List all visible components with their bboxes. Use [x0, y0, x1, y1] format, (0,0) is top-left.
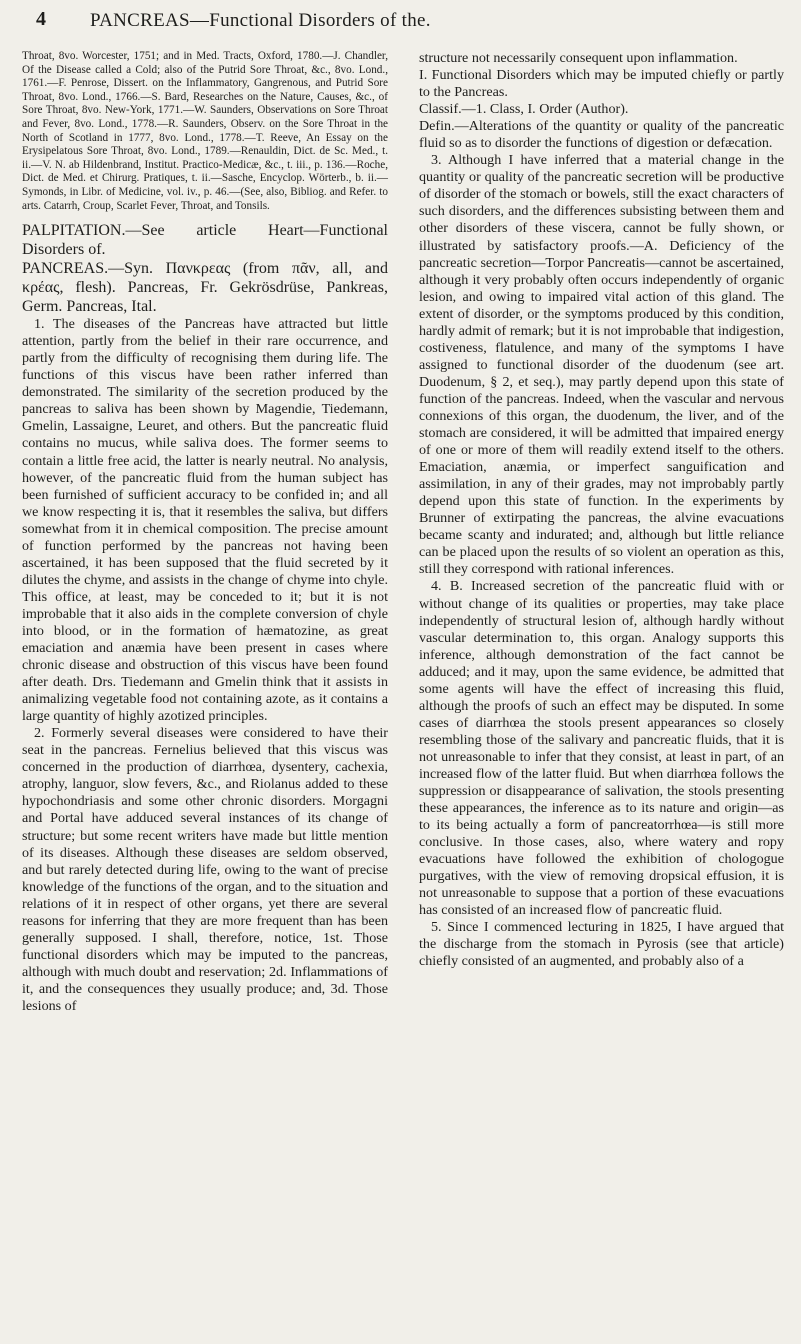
- right-column: [419, 50, 784, 971]
- pancreas-paragraph-2: 2. Formerly several diseases were considered to have their seat in the pancreas. Fernelius believed that this viscus was concerned in the production of diarrhœa, dysentery, cachexia, atrophy, languor, slow fevers, &c., and Riolanus added to these hypochondriasis and some other chronic disorders. Morgagni and Portal have adduced several instances of its change of structure; but some recent writers have made but little mention of its diseases. Although these diseases are seldom observed, and but rarely detected during life, owing to the want of precise knowledge of the functions of the organ, and to the situation and relations of it in respect of other organs, yet there are several reasons for inferring that they are more frequent than has been generally supposed. I shall, therefore, notice, 1st. Those functional disorders which may be imputed to the pancreas, although with much doubt and reservation; 2d. Inflammations of it, and the consequences they usually produce; and, 3d. Those lesions of: [22, 725, 388, 1014]
- pancreas-paragraph-1: 1. The diseases of the Pancreas have attracted but little attention, partly from the belief in their rare occurrence, and partly from the difficulty of recognising them during life. The functions of this viscus have been rather inferred than demonstrated. The similarity of the secretion produced by the pancreas to saliva has been shown by Magendie, Tiedemann, Gmelin, Lassaigne, Leuret, and others. But the pancreatic fluid contains no mucus, while saliva does. The former seems to contain a little free acid, the latter is nearly neutral. No analysis, however, of the pancreatic fluid from the human subject has been furnished of sufficient accuracy to be confided in; and all we know respecting it is, that it resembles the saliva, but differs somewhat from it in chemical composition. The precise amount of function performed by the pancreas not having been ascertained, it has been supposed that the fluid secreted by it dilutes the chyme, and assists in the change of chyme into chyle. This office, at least, may be conceded to it; but it is not improbable that it also aids in the complete conversion of chyle into blood, or in the formation of hæmatozine, as great emaciation and anæmia have been present in cases where chronic disease and obstruction of this viscus have been found after death. Drs. Tiedemann and Gmelin think that it assists in animalizing vegetable food not containing azote, as it contains a large quantity of highly azotized principles.: [22, 316, 388, 725]
- pancreas-synonyms: PANCREAS.—Syn. Πανκρεας (from πᾶν, all, and κρέας, flesh). Pancreas, Fr. Gekrösdrüse, Pankreas, Germ. Pancreas, Ital.: [22, 260, 388, 316]
- left-column: [22, 50, 388, 1015]
- section-heading-functional: I. Functional Disorders which may be imputed chiefly or partly to the Pancreas.: [419, 67, 784, 101]
- palpitation-entry: PALPITATION.—See article Heart—Functional Disorders of.: [22, 222, 388, 259]
- classification: Classif.—1. Class, I. Order (Author).: [419, 101, 629, 118]
- pancreas-paragraph-4: 4. B. Increased secretion of the pancreatic fluid with or without change of its qualities or properties, may take place independently of structural lesion of, although hardly without vascular determination to, this organ. Analogy supports this inference, although demonstration of the fact cannot be adduced; and it may, upon the same evidence, be admitted that some agents will have the effect of increasing this fluid, although the proofs of such an effect may be disputed. In some cases of diarrhœa the stools present appearances so closely resembling those of the salivary and pancreatic fluids, that it is not unreasonable to infer that they consist, at least in part, of an increased flow of the latter fluid. But when diarrhœa follows the suppression or disappearance of salivation, the stools presenting these appearances, the inference as to its nature and origin—as to its being actually a form of pancreatorrhœa—is still more conclusive. In those cases, also, where watery and ropy evacuations have followed the exhibition of chologogue purgatives, with the view of removing dropsical effusion, it is not unreasonable to suppose that a portion of these evacuations has consisted of an increased flow of pancreatic fluid.: [419, 578, 784, 919]
- running-head: PANCREAS—Functional Disorders of the.: [90, 10, 431, 31]
- structure-continuation: structure not necessarily consequent upon inflammation.: [419, 50, 738, 66]
- bibliography-sore-throat: Throat, 8vo. Worcester, 1751; and in Med. Tracts, Oxford, 1780.—J. Chandler, Of the Disease called a Cold; also of the Putrid Sore Throat, &c., 8vo. Lond., 1761.—F. Penrose, Dissert. on the Inflammatory, Gangrenous, and Putrid Sore Throat, 8vo. Lond., 1766.—S. Bard, Researches on the Nature, Causes, &c., of Sore Throat, 8vo. New-York, 1771.—W. Saunders, Observations on Sore Throat and Fever, 8vo. Lond., 1778.—R. Saunders, Observ. on the Sore Throat in the North of Scotland in 1777, 8vo. Lond., 1778.—T. Reeve, An Essay on the Erysipelatous Sore Throat, 8vo. Lond., 1789.—Renauldin, Dict. de Sc. Med., t. ii.—V. N. ab Hildenbrand, Institut. Practico-Medicæ, &c., t. iii., p. 136.—Roche, Dict. de Med. et Chirurg. Pratiques, t. ii.—Sasche, Encyclop. Wörterb., b. ii.—Symonds, in Libr. of Medicine, vol. iv., p. 46.—(See, also, Bibliog. and Refer. to arts. Catarrh, Croup, Scarlet Fever, Throat, and Tonsils.: [22, 50, 388, 212]
- definition: Defin.—Alterations of the quantity or quality of the pancreatic fluid so as to disorder the functions of digestion or defæcation.: [419, 118, 784, 152]
- pancreas-paragraph-5: 5. Since I commenced lecturing in 1825, I have argued that the discharge from the stomach in Pyrosis (see that article) chiefly consisted of an augmented, and probably also of a: [419, 919, 784, 970]
- pancreas-paragraph-3: 3. Although I have inferred that a material change in the quantity or quality of the pancreatic secretion will be productive of disorder of the stomach or bowels, still the exact characters of such disorders, and the differences subsisting between them and other disorders of these viscera, cannot be fully shown, or illustrated by satisfactory proofs.—A. Deficiency of the pancreatic secretion—Torpor Pancreatis—cannot be ascertained, although it very probably often occurs independently of organic lesion, and owing to impaired vital action of this gland. The extent of disorder, or the symptoms produced by this condition, hardly admit of remark; but it is not improbable that indigestion, costiveness, flatulence, and many of the symptoms I have assigned to functional disorder of the duodenum (see art. Duodenum, § 2, et seq.), may partly depend upon this state of function of the pancreas. Indeed, when the vascular and nervous connexions of this organ, the duodenum, the liver, and of the stomach are considered, it will be admitted that impaired energy of one or more of them will readily extend itself to the others. Emaciation, anæmia, or imperfect sanguification and assimilation, in any of their grades, may not improbably partly depend upon this state of function. In the experiments by Brunner of extirpating the pancreas, the alvine evacuations became scanty and indurated; and, although but little reliance can be placed upon the results of so violent an operation as this, still they correspond with rational inferences.: [419, 152, 784, 578]
- page-number: 4: [36, 8, 46, 30]
